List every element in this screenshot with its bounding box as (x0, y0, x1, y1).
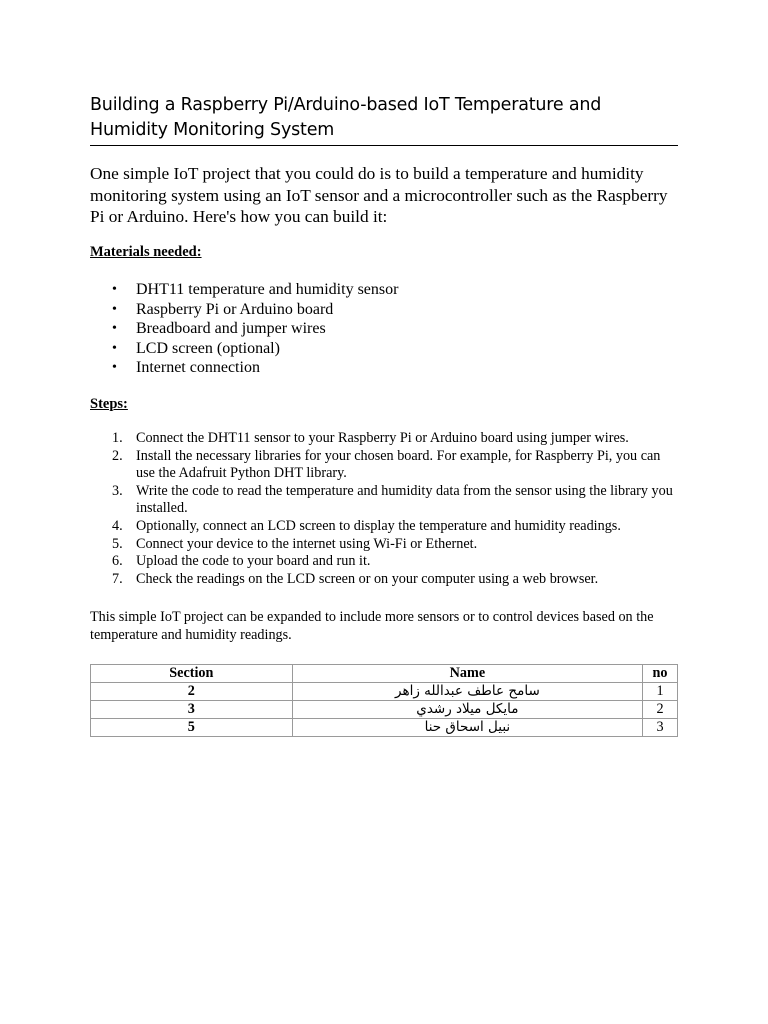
table-header-row (91, 665, 678, 683)
members-table (90, 664, 678, 737)
step-text: Upload the code to your board and run it. (136, 553, 371, 570)
materials-list (90, 280, 724, 378)
cell-name: مايكل ميلاد رشدي (292, 701, 642, 719)
outro-paragraph: This simple IoT project can be expanded to include more sensors or to control devices based on the temperature and humidity readings. (90, 609, 654, 643)
step-text: Connect your device to the internet using Wi-Fi or Ethernet. (136, 535, 478, 552)
header-no: no (643, 665, 678, 683)
step-number: 1. (112, 430, 123, 446)
step-text: Check the readings on the LCD screen or on your computer using a web browser. (136, 570, 599, 587)
step-text: Install the necessary libraries for your chosen board. For example, for Raspberry Pi, you can use the Adafruit Python DHT library. (136, 447, 661, 482)
list-item: • Breadboard and jumper wires (136, 319, 724, 339)
step-text: Optionally, connect an LCD screen to display the temperature and humidity readings. (136, 517, 621, 534)
step-number: 7. (112, 570, 123, 587)
step-item (112, 535, 678, 554)
table-row (91, 719, 678, 737)
table-row (91, 683, 678, 701)
cell-section: 2 (91, 683, 293, 701)
cell-section: 5 (91, 719, 293, 737)
intro-paragraph: One simple IoT project that you could do is to build a temperature and humidity monitoring system using an IoT sensor and a microcontroller such as the Raspberry Pi or Arduino. Here's how you can build it: (90, 164, 668, 226)
header-name: Name (292, 665, 642, 683)
steps-heading: Steps: (90, 396, 128, 412)
step-item (112, 482, 678, 518)
steps-list (90, 430, 678, 588)
step-number: 4. (112, 517, 123, 534)
document-title: Building a Raspberry Pi/Arduino-based IoT Temperature and Humidity Monitoring System (90, 93, 678, 146)
list-item: • Internet connection (136, 358, 724, 378)
cell-name: نبيل اسحاق حنا (292, 719, 642, 737)
step-number: 6. (112, 553, 123, 570)
step-number: 3. (112, 482, 123, 499)
step-number: 2. (112, 447, 123, 464)
header-section: Section (91, 665, 293, 683)
step-text: Connect the DHT11 sensor to your Raspberry Pi or Arduino board using jumper wires. (136, 430, 629, 446)
step-item (112, 553, 678, 571)
cell-no: 3 (643, 719, 678, 737)
list-item: • LCD screen (optional) (136, 339, 724, 359)
list-item: • Raspberry Pi or Arduino board (136, 300, 724, 320)
list-item: • DHT11 temperature and humidity sensor (136, 280, 724, 300)
step-item (112, 517, 678, 536)
cell-no: 2 (643, 701, 678, 719)
step-item (112, 570, 678, 589)
step-number: 5. (112, 535, 123, 552)
cell-section: 3 (91, 701, 293, 719)
cell-no: 1 (643, 683, 678, 701)
materials-heading: Materials needed: (90, 244, 202, 260)
step-item (112, 447, 678, 483)
step-text: Write the code to read the temperature and humidity data from the sensor using the library you installed. (136, 482, 673, 517)
cell-name: سامح عاطف عبدالله زاهر (292, 683, 642, 701)
table-row (91, 701, 678, 719)
step-item (112, 430, 678, 448)
